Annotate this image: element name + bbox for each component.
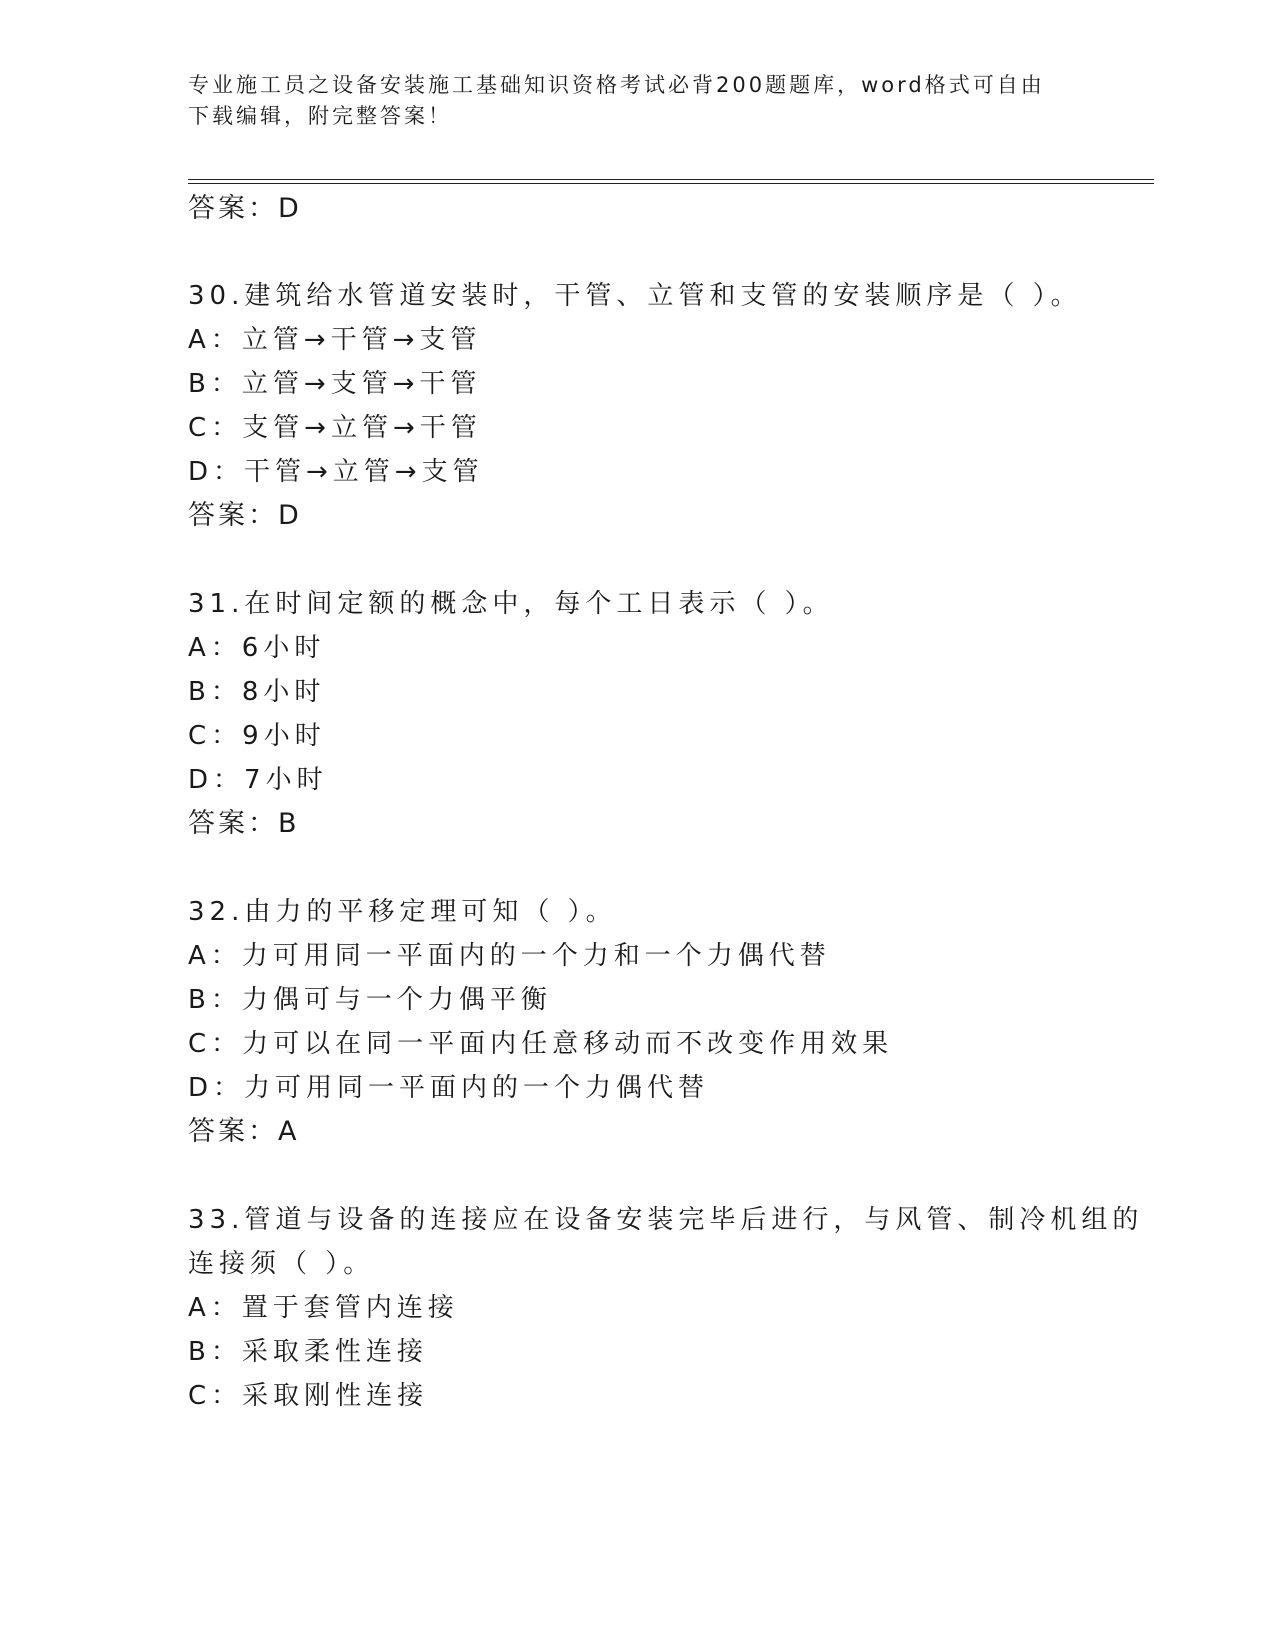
question-33-stem-line-1: 33.管道与设备的连接应在设备安装完毕后进行，与风管、制冷机组的: [188, 1205, 1144, 1235]
answer-label: 答案：: [188, 808, 278, 839]
question-30-stem: 30.建筑给水管道安装时，干管、立管和支管的安装顺序是（ ）。: [188, 281, 1082, 311]
document-header: [188, 70, 1088, 132]
question-31-option-a: A：6小时: [188, 633, 326, 663]
question-32-option-b: B：力偶可与一个力偶平衡: [188, 985, 552, 1015]
answer-line: [188, 192, 301, 226]
answer-label: 答案：: [188, 1116, 278, 1147]
question-31-stem: 31.在时间定额的概念中，每个工日表示（ ）。: [188, 589, 834, 619]
answer-label: 答案：: [188, 500, 278, 531]
question-33-option-b: B：采取柔性连接: [188, 1337, 428, 1367]
question-32-option-c: C：力可以在同一平面内任意移动而不改变作用效果: [188, 1029, 894, 1059]
question-31-answer: [188, 807, 299, 841]
question-32-answer: [188, 1115, 298, 1149]
question-31-option-c: C：9小时: [188, 721, 326, 751]
question-30-option-a: A：立管→干管→支管: [188, 325, 482, 355]
question-32-option-d: D：力可用同一平面内的一个力偶代替: [188, 1073, 710, 1103]
question-31-option-b: B：8小时: [188, 677, 326, 707]
answer-value: B: [278, 808, 299, 839]
question-30-option-d: D：干管→立管→支管: [188, 457, 484, 487]
question-33-stem-line-2: 连接须（ ）。: [188, 1249, 375, 1279]
question-32-stem: 32.由力的平移定理可知（ ）。: [188, 897, 617, 927]
answer-label: 答案：: [188, 193, 278, 224]
question-33-option-a: A：置于套管内连接: [188, 1293, 459, 1323]
question-30-option-b: B：立管→支管→干管: [188, 369, 482, 399]
answer-value: D: [278, 193, 301, 224]
question-32-option-a: A：力可用同一平面内的一个力和一个力偶代替: [188, 941, 831, 971]
header-line-2: 下载编辑，附完整答案！: [188, 104, 452, 128]
answer-value: D: [278, 500, 301, 531]
question-33-option-c: C：采取刚性连接: [188, 1381, 429, 1411]
answer-value: A: [278, 1116, 299, 1147]
header-line-1: 专业施工员之设备安装施工基础知识资格考试必背200题题库，word格式可自由: [188, 73, 1045, 97]
header-divider-bottom: [188, 183, 1154, 184]
question-31-option-d: D：7小时: [188, 765, 328, 795]
question-30-answer: [188, 499, 301, 533]
question-30-option-c: C：支管→立管→干管: [188, 413, 482, 443]
header-divider-top: [188, 179, 1154, 180]
